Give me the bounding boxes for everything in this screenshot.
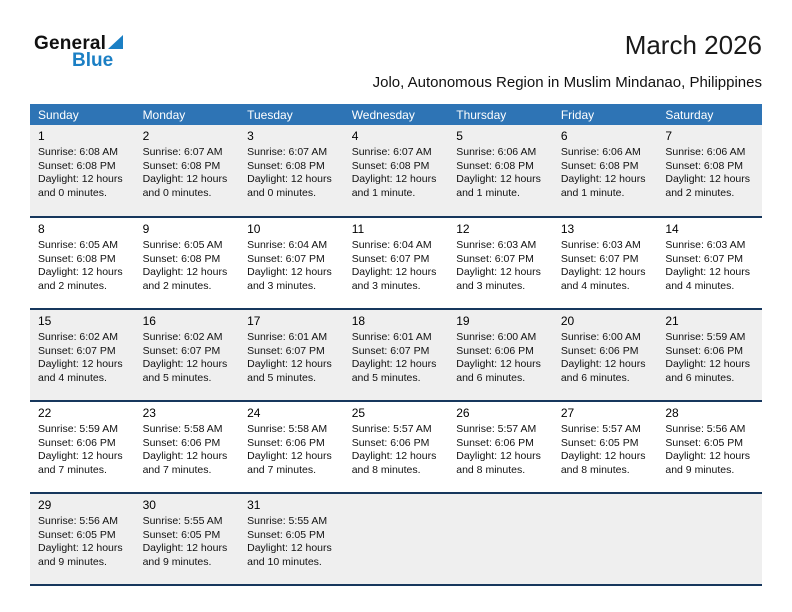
sunset-text: Sunset: 6:07 PM xyxy=(351,252,430,265)
daylight-text-line1: Daylight: 12 hours xyxy=(38,173,123,185)
daylight-text-line1: Daylight: 12 hours xyxy=(247,266,332,278)
daylight-text-line2: and 9 minutes. xyxy=(38,555,107,568)
day-number: 15 xyxy=(38,314,52,328)
daylight-text-line1: Daylight: 12 hours xyxy=(351,266,437,278)
day-number: 10 xyxy=(247,222,261,236)
daylight-text-line2: and 8 minutes. xyxy=(351,463,421,476)
sunset-text: Sunset: 6:05 PM xyxy=(38,528,116,541)
daylight-text-line1: Daylight: 12 hours xyxy=(38,266,123,278)
daylight-text-line2: and 5 minutes. xyxy=(351,371,421,384)
daylight-text-line1: Daylight: 12 hours xyxy=(38,450,123,462)
day-number: 23 xyxy=(142,406,156,420)
weekday-header-saturday: Saturday xyxy=(657,104,762,125)
sunrise-text: Sunrise: 5:59 AM xyxy=(38,423,118,435)
day-number: 30 xyxy=(142,498,156,512)
daylight-text-line1: Daylight: 12 hours xyxy=(560,266,646,278)
general-blue-logo xyxy=(34,34,123,70)
daylight-text-line2: and 3 minutes. xyxy=(247,279,317,292)
daylight-text-line2: and 5 minutes. xyxy=(142,371,212,384)
empty-day-cell xyxy=(657,493,762,585)
sunrise-text: Sunrise: 5:55 AM xyxy=(142,515,223,527)
day-cell-15 xyxy=(30,309,135,401)
sunset-text: Sunset: 6:07 PM xyxy=(351,344,430,357)
sunrise-text: Sunrise: 6:01 AM xyxy=(247,331,328,343)
day-cell-7 xyxy=(657,125,762,217)
sunrise-text: Sunrise: 6:07 AM xyxy=(351,146,432,158)
sunset-text: Sunset: 6:05 PM xyxy=(142,528,221,541)
daylight-text-line1: Daylight: 12 hours xyxy=(351,173,437,185)
daylight-text-line1: Daylight: 12 hours xyxy=(665,358,751,370)
daylight-text-line2: and 7 minutes. xyxy=(247,463,317,476)
calendar-table xyxy=(30,104,762,586)
sunrise-text: Sunrise: 6:03 AM xyxy=(560,239,641,251)
sunrise-text: Sunrise: 5:56 AM xyxy=(38,515,118,527)
daylight-text-line2: and 3 minutes. xyxy=(456,279,526,292)
sunrise-text: Sunrise: 6:05 AM xyxy=(38,239,118,251)
weekday-header-monday: Monday xyxy=(135,104,240,125)
sunset-text: Sunset: 6:08 PM xyxy=(142,159,221,172)
daylight-text-line2: and 7 minutes. xyxy=(38,463,107,476)
day-number: 14 xyxy=(665,222,679,236)
sunset-text: Sunset: 6:08 PM xyxy=(351,159,430,172)
day-number: 21 xyxy=(665,314,679,328)
daylight-text-line2: and 4 minutes. xyxy=(665,279,735,292)
sunset-text: Sunset: 6:07 PM xyxy=(38,344,116,357)
daylight-text-line1: Daylight: 12 hours xyxy=(38,358,123,370)
day-cell-22 xyxy=(30,401,135,493)
day-number: 22 xyxy=(38,406,52,420)
sunrise-text: Sunrise: 5:56 AM xyxy=(665,423,746,435)
day-number: 7 xyxy=(665,129,673,143)
page-header xyxy=(30,26,762,104)
sunrise-text: Sunrise: 5:58 AM xyxy=(142,423,223,435)
location-subtitle: Jolo, Autonomous Region in Muslim Mindanao, Philippines xyxy=(372,74,762,91)
month-title: March 2026 xyxy=(624,30,762,60)
day-cell-16 xyxy=(135,309,240,401)
day-number: 31 xyxy=(247,498,261,512)
day-cell-11 xyxy=(344,217,449,309)
daylight-text-line1: Daylight: 12 hours xyxy=(247,173,332,185)
day-cell-30 xyxy=(135,493,240,585)
daylight-text-line2: and 0 minutes. xyxy=(142,186,212,199)
sunset-text: Sunset: 6:07 PM xyxy=(456,252,534,265)
day-cell-23 xyxy=(135,401,240,493)
daylight-text-line1: Daylight: 12 hours xyxy=(142,358,228,370)
day-number: 28 xyxy=(665,406,679,420)
daylight-text-line2: and 6 minutes. xyxy=(665,371,735,384)
daylight-text-line2: and 7 minutes. xyxy=(142,463,212,476)
day-number: 9 xyxy=(142,222,150,236)
day-cell-5 xyxy=(448,125,553,217)
day-cell-17 xyxy=(239,309,344,401)
day-number: 1 xyxy=(38,129,45,143)
sunset-text: Sunset: 6:06 PM xyxy=(665,344,744,357)
day-cell-13 xyxy=(553,217,658,309)
logo-text-general: General xyxy=(34,33,107,54)
sunrise-text: Sunrise: 6:06 AM xyxy=(560,146,641,158)
daylight-text-line2: and 4 minutes. xyxy=(560,279,630,292)
sunset-text: Sunset: 6:05 PM xyxy=(560,436,639,449)
day-number: 8 xyxy=(38,222,45,236)
empty-day-cell xyxy=(553,493,658,585)
day-number: 27 xyxy=(560,406,575,420)
daylight-text-line2: and 6 minutes. xyxy=(560,371,630,384)
weekday-header-sunday: Sunday xyxy=(30,104,135,125)
sunrise-text: Sunrise: 6:00 AM xyxy=(456,331,537,343)
day-cell-18 xyxy=(344,309,449,401)
sunset-text: Sunset: 6:07 PM xyxy=(665,252,744,265)
daylight-text-line1: Daylight: 12 hours xyxy=(351,450,437,462)
daylight-text-line2: and 2 minutes. xyxy=(665,186,735,199)
daylight-text-line2: and 8 minutes. xyxy=(560,463,630,476)
sunset-text: Sunset: 6:08 PM xyxy=(665,159,744,172)
day-number: 24 xyxy=(247,406,261,420)
day-number: 16 xyxy=(142,314,156,328)
day-cell-10 xyxy=(239,217,344,309)
sunset-text: Sunset: 6:08 PM xyxy=(38,252,116,265)
daylight-text-line1: Daylight: 12 hours xyxy=(665,266,751,278)
daylight-text-line2: and 5 minutes. xyxy=(247,371,317,384)
sunrise-text: Sunrise: 5:57 AM xyxy=(351,423,432,435)
sunset-text: Sunset: 6:08 PM xyxy=(560,159,639,172)
day-number: 5 xyxy=(456,129,463,143)
sunrise-text: Sunrise: 6:00 AM xyxy=(560,331,641,343)
weekday-header-wednesday: Wednesday xyxy=(344,104,449,125)
sunrise-text: Sunrise: 6:02 AM xyxy=(38,331,118,343)
day-cell-3 xyxy=(239,125,344,217)
daylight-text-line1: Daylight: 12 hours xyxy=(665,450,751,462)
day-number: 20 xyxy=(560,314,575,328)
day-number: 26 xyxy=(456,406,470,420)
day-cell-9 xyxy=(135,217,240,309)
daylight-text-line1: Daylight: 12 hours xyxy=(351,358,437,370)
day-number: 13 xyxy=(560,222,575,236)
sunrise-text: Sunrise: 6:07 AM xyxy=(142,146,223,158)
sunrise-text: Sunrise: 6:04 AM xyxy=(247,239,328,251)
daylight-text-line2: and 1 minute. xyxy=(456,186,520,199)
sunrise-text: Sunrise: 6:03 AM xyxy=(456,239,537,251)
week-row-1 xyxy=(30,125,762,217)
sunset-text: Sunset: 6:07 PM xyxy=(142,344,221,357)
day-number: 19 xyxy=(456,314,470,328)
daylight-text-line2: and 2 minutes. xyxy=(142,279,212,292)
sunset-text: Sunset: 6:06 PM xyxy=(38,436,116,449)
daylight-text-line2: and 9 minutes. xyxy=(142,555,212,568)
day-number: 3 xyxy=(247,129,254,143)
logo-text-blue: Blue xyxy=(72,50,114,71)
sunrise-text: Sunrise: 5:57 AM xyxy=(560,423,641,435)
day-cell-27 xyxy=(553,401,658,493)
empty-day-cell xyxy=(448,493,553,585)
day-cell-25 xyxy=(344,401,449,493)
daylight-text-line1: Daylight: 12 hours xyxy=(247,542,332,554)
sunset-text: Sunset: 6:08 PM xyxy=(142,252,221,265)
day-number: 2 xyxy=(142,129,150,143)
sunset-text: Sunset: 6:06 PM xyxy=(142,436,221,449)
day-cell-26 xyxy=(448,401,553,493)
week-row-5 xyxy=(30,493,762,585)
daylight-text-line1: Daylight: 12 hours xyxy=(142,173,228,185)
sunrise-text: Sunrise: 6:08 AM xyxy=(38,146,118,158)
day-cell-4 xyxy=(344,125,449,217)
daylight-text-line1: Daylight: 12 hours xyxy=(665,173,751,185)
daylight-text-line2: and 3 minutes. xyxy=(351,279,421,292)
day-cell-31 xyxy=(239,493,344,585)
sunset-text: Sunset: 6:05 PM xyxy=(665,436,744,449)
sunrise-text: Sunrise: 5:57 AM xyxy=(456,423,537,435)
day-number: 17 xyxy=(247,314,261,328)
daylight-text-line2: and 0 minutes. xyxy=(38,186,107,199)
day-cell-24 xyxy=(239,401,344,493)
sunrise-text: Sunrise: 6:06 AM xyxy=(456,146,537,158)
daylight-text-line2: and 1 minute. xyxy=(560,186,625,199)
day-number: 6 xyxy=(560,129,568,143)
daylight-text-line1: Daylight: 12 hours xyxy=(456,450,541,462)
day-cell-2 xyxy=(135,125,240,217)
daylight-text-line2: and 8 minutes. xyxy=(456,463,526,476)
daylight-text-line1: Daylight: 12 hours xyxy=(247,450,332,462)
day-cell-1 xyxy=(30,125,135,217)
daylight-text-line2: and 10 minutes. xyxy=(247,555,322,568)
sunset-text: Sunset: 6:06 PM xyxy=(247,436,325,449)
day-cell-21 xyxy=(657,309,762,401)
daylight-text-line1: Daylight: 12 hours xyxy=(38,542,123,554)
sunset-text: Sunset: 6:08 PM xyxy=(38,159,116,172)
sunset-text: Sunset: 6:05 PM xyxy=(247,528,325,541)
day-number: 25 xyxy=(351,406,366,420)
daylight-text-line2: and 1 minute. xyxy=(351,186,416,199)
daylight-text-line2: and 0 minutes. xyxy=(247,186,317,199)
sunset-text: Sunset: 6:07 PM xyxy=(247,344,325,357)
weekday-header-friday: Friday xyxy=(553,104,658,125)
sunset-text: Sunset: 6:08 PM xyxy=(456,159,534,172)
daylight-text-line1: Daylight: 12 hours xyxy=(456,266,541,278)
daylight-text-line2: and 2 minutes. xyxy=(38,279,107,292)
daylight-text-line2: and 4 minutes. xyxy=(38,371,107,384)
day-number: 4 xyxy=(351,129,359,143)
sunset-text: Sunset: 6:06 PM xyxy=(351,436,430,449)
day-cell-6 xyxy=(553,125,658,217)
sunrise-text: Sunrise: 6:07 AM xyxy=(247,146,328,158)
sunrise-text: Sunrise: 5:59 AM xyxy=(665,331,746,343)
sunrise-text: Sunrise: 6:04 AM xyxy=(351,239,432,251)
logo-triangle-icon xyxy=(108,35,123,49)
sunset-text: Sunset: 6:07 PM xyxy=(560,252,639,265)
daylight-text-line2: and 6 minutes. xyxy=(456,371,526,384)
day-number: 12 xyxy=(456,222,470,236)
weekday-header-tuesday: Tuesday xyxy=(239,104,344,125)
sunset-text: Sunset: 6:08 PM xyxy=(247,159,325,172)
daylight-text-line1: Daylight: 12 hours xyxy=(247,358,332,370)
calendar-body xyxy=(30,125,762,585)
daylight-text-line1: Daylight: 12 hours xyxy=(560,173,646,185)
week-row-3 xyxy=(30,309,762,401)
sunset-text: Sunset: 6:06 PM xyxy=(560,344,639,357)
day-number: 29 xyxy=(38,498,52,512)
sunrise-text: Sunrise: 6:03 AM xyxy=(665,239,746,251)
daylight-text-line1: Daylight: 12 hours xyxy=(142,450,228,462)
sunset-text: Sunset: 6:06 PM xyxy=(456,344,534,357)
sunrise-text: Sunrise: 6:02 AM xyxy=(142,331,223,343)
day-cell-28 xyxy=(657,401,762,493)
sunrise-text: Sunrise: 6:06 AM xyxy=(665,146,746,158)
week-row-2 xyxy=(30,217,762,309)
calendar-head xyxy=(30,104,762,125)
sunrise-text: Sunrise: 5:58 AM xyxy=(247,423,328,435)
weekday-header-row xyxy=(30,104,762,125)
daylight-text-line1: Daylight: 12 hours xyxy=(142,266,228,278)
sunrise-text: Sunrise: 5:55 AM xyxy=(247,515,328,527)
day-cell-29 xyxy=(30,493,135,585)
daylight-text-line1: Daylight: 12 hours xyxy=(456,358,541,370)
day-cell-12 xyxy=(448,217,553,309)
sunset-text: Sunset: 6:07 PM xyxy=(247,252,325,265)
weekday-header-thursday: Thursday xyxy=(448,104,553,125)
sunrise-text: Sunrise: 6:05 AM xyxy=(142,239,223,251)
daylight-text-line1: Daylight: 12 hours xyxy=(560,358,646,370)
sunset-text: Sunset: 6:06 PM xyxy=(456,436,534,449)
day-cell-20 xyxy=(553,309,658,401)
sunrise-text: Sunrise: 6:01 AM xyxy=(351,331,432,343)
daylight-text-line1: Daylight: 12 hours xyxy=(142,542,228,554)
week-row-4 xyxy=(30,401,762,493)
day-cell-14 xyxy=(657,217,762,309)
daylight-text-line2: and 9 minutes. xyxy=(665,463,735,476)
day-number: 18 xyxy=(351,314,366,328)
day-cell-8 xyxy=(30,217,135,309)
daylight-text-line1: Daylight: 12 hours xyxy=(560,450,646,462)
day-number: 11 xyxy=(351,222,365,236)
daylight-text-line1: Daylight: 12 hours xyxy=(456,173,541,185)
day-cell-19 xyxy=(448,309,553,401)
empty-day-cell xyxy=(344,493,449,585)
